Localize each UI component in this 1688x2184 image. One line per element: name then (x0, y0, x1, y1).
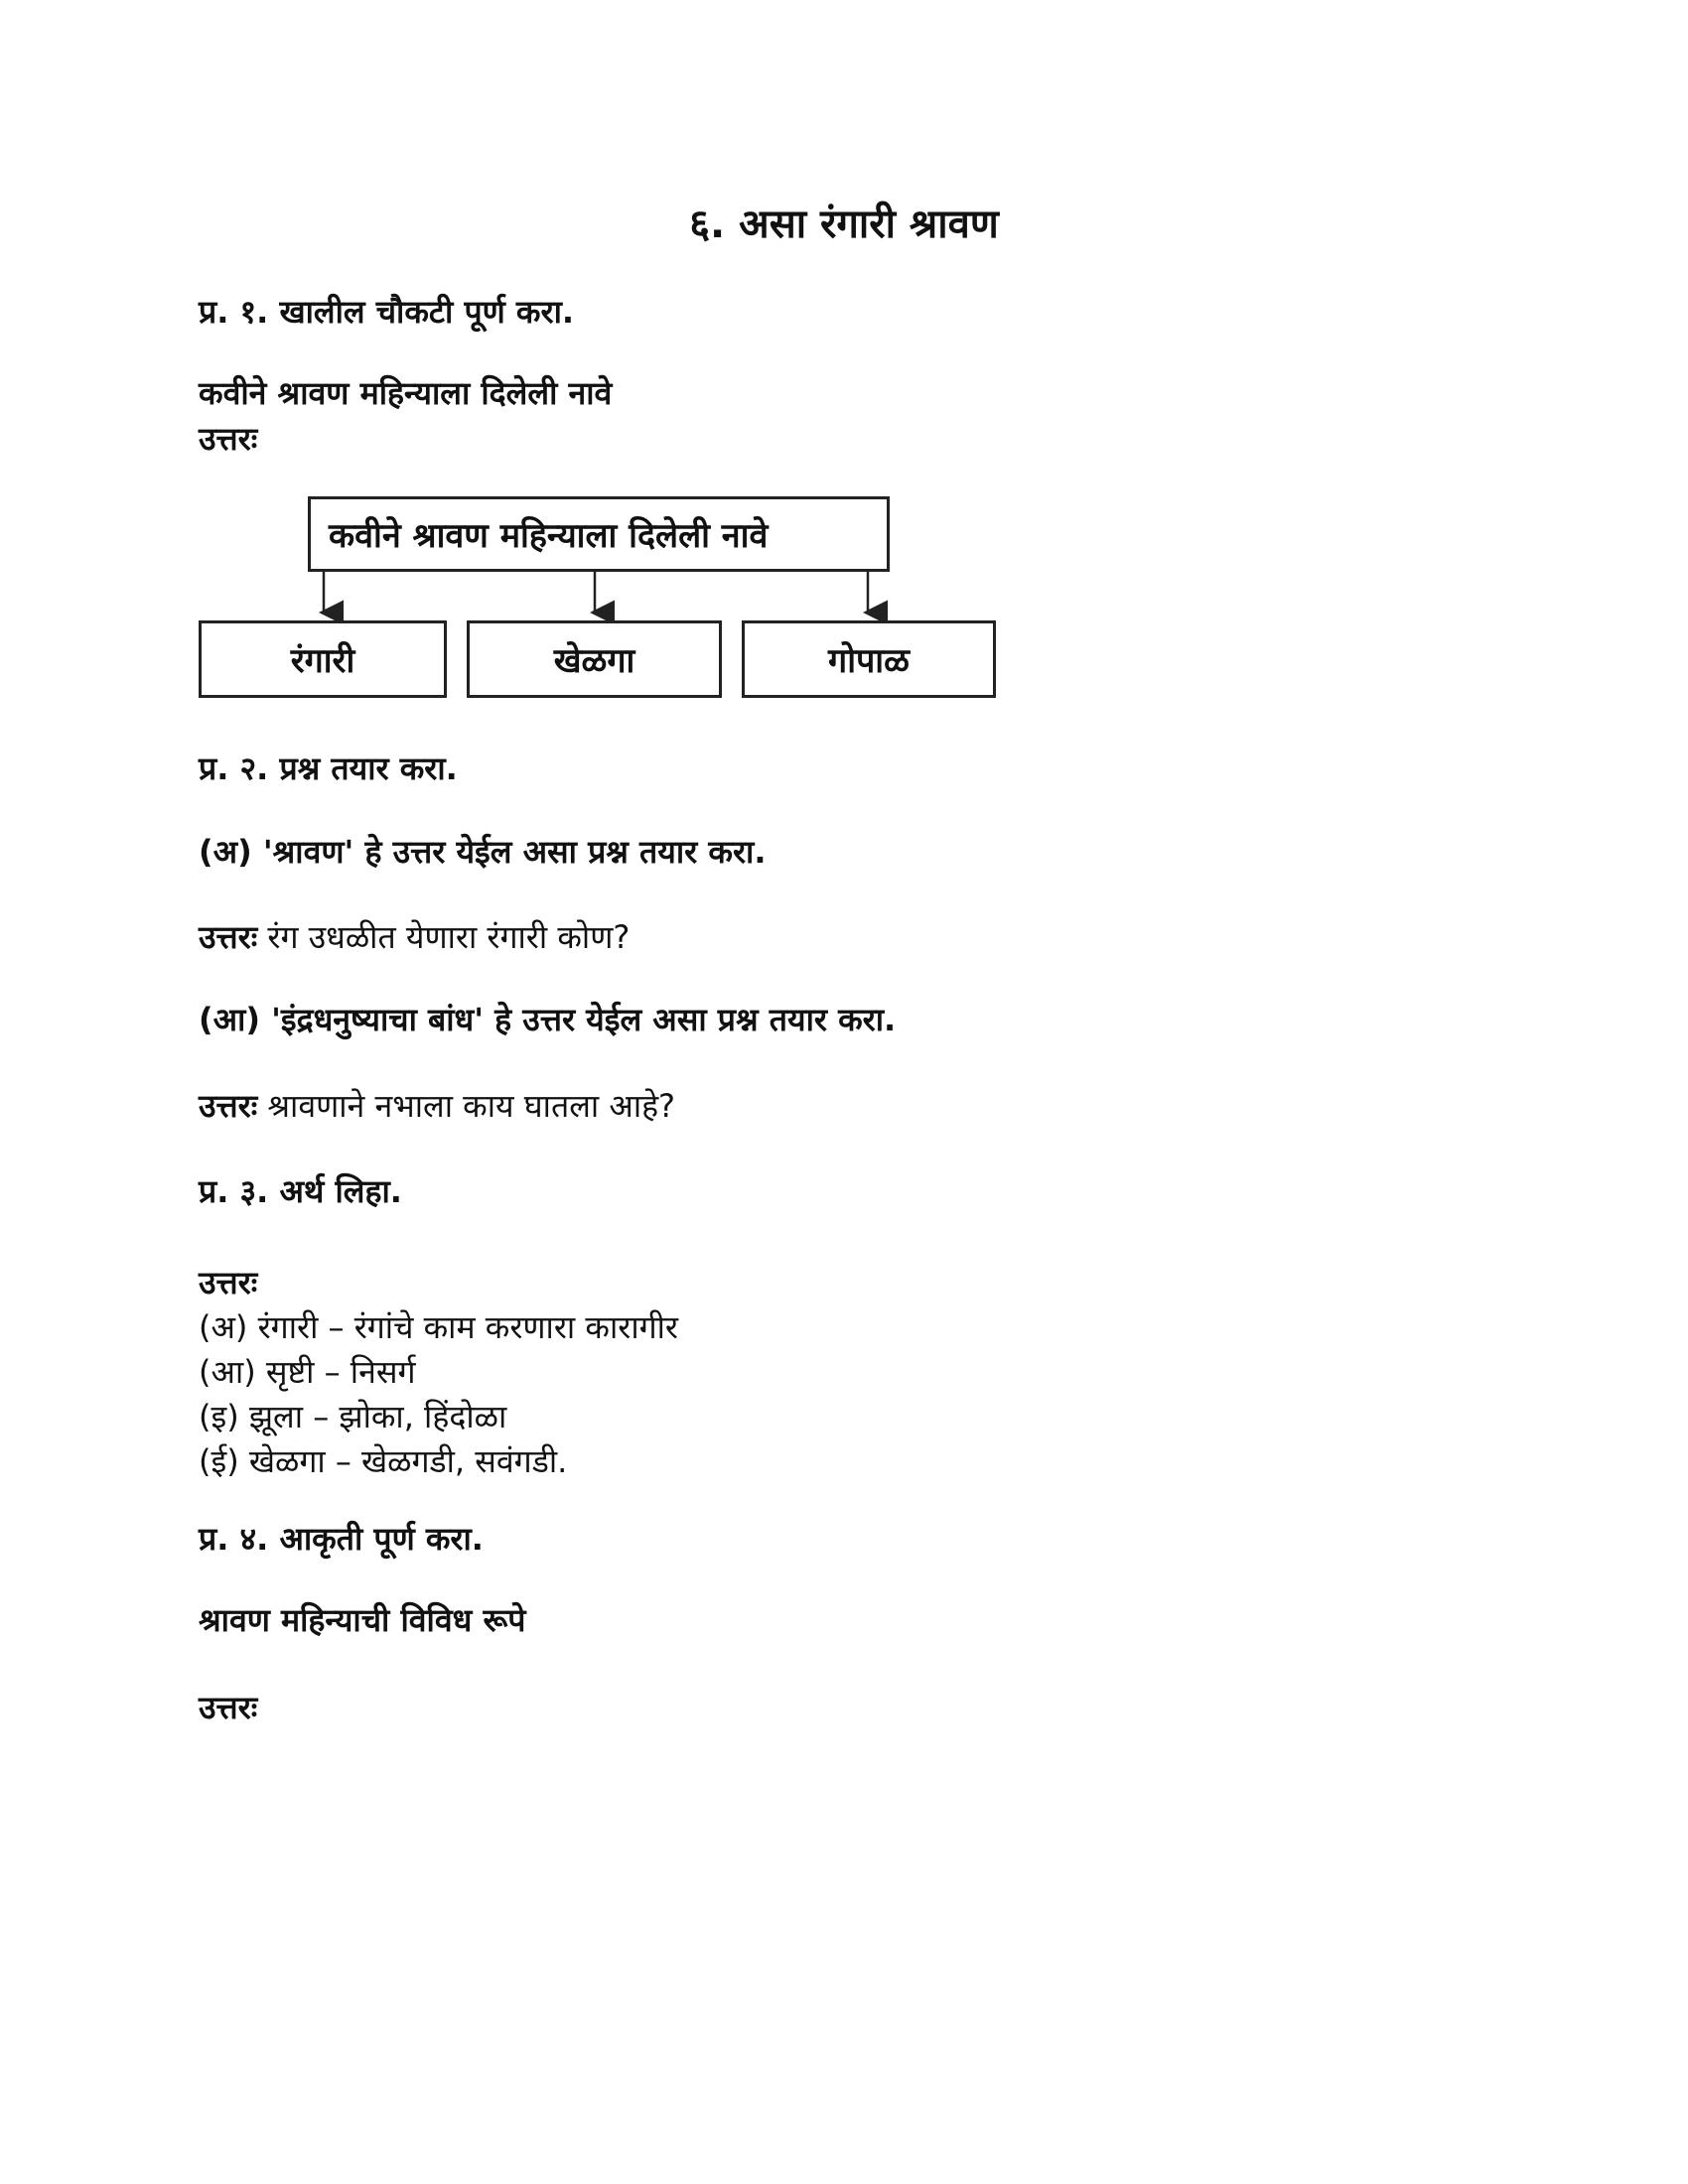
q2b-question: (आ) 'इंद्रधनुष्याचा बांध' हे उत्तर येईल असा प्रश्न तयार करा. (199, 1001, 897, 1038)
q2a-answer: रंग उधळीत येणारा रंगारी कोण? (267, 918, 631, 956)
q3-item-4: (ई) खेळगा – खेळगडी, सवंगडी. (199, 1442, 568, 1480)
q2a-answer-label: उत्तरः (199, 918, 258, 956)
page-title: ६. असा रंगारी श्रावण (689, 202, 999, 247)
q4-subheading: श्रावण महिन्याची विविध रूपे (199, 1601, 526, 1639)
q3-item-1: (अ) रंगारी – रंगांचे काम करणारा कारागीर (199, 1308, 679, 1346)
diagram-top-box: कवीने श्रावण महिन्याला दिलेली नावे (308, 496, 890, 572)
q3-item-2: (आ) सृष्टी – निसर्ग (199, 1353, 416, 1391)
diagram-box-3: गोपाळ (742, 620, 996, 698)
q2b-answer-line (199, 1084, 675, 1127)
q3-item-3: (इ) झूला – झोका, हिंदोळा (199, 1398, 507, 1435)
q1-answer-label: उत्तरः (199, 420, 258, 458)
q4-answer-label: उत्तरः (199, 1689, 258, 1726)
diagram-box-1: रंगारी (199, 620, 447, 698)
q3-heading: प्र. ३. अर्थ लिहा. (199, 1172, 402, 1210)
q2a-answer-line (199, 915, 630, 958)
q2b-answer-label: उत्तरः (199, 1087, 258, 1125)
q1-subheading: कवीने श्रावण महिन्याला दिलेली नावे (199, 374, 613, 412)
q3-answer-label: उत्तरः (199, 1264, 258, 1301)
q3-answers (199, 1261, 678, 1484)
q2-heading: प्र. २. प्रश्न तयार करा. (199, 750, 458, 787)
q1-heading: प्र. १. खालील चौकटी पूर्ण करा. (199, 293, 575, 331)
names-diagram (194, 491, 1008, 710)
q2b-answer: श्रावणाने नभाला काय घातला आहे? (267, 1087, 676, 1125)
q4-heading: प्र. ४. आकृती पूर्ण करा. (199, 1520, 484, 1558)
diagram-box-2: खेळगा (467, 620, 722, 698)
q2a-question: (अ) 'श्रावण' हे उत्तर येईल असा प्रश्न तयार करा. (199, 833, 767, 871)
